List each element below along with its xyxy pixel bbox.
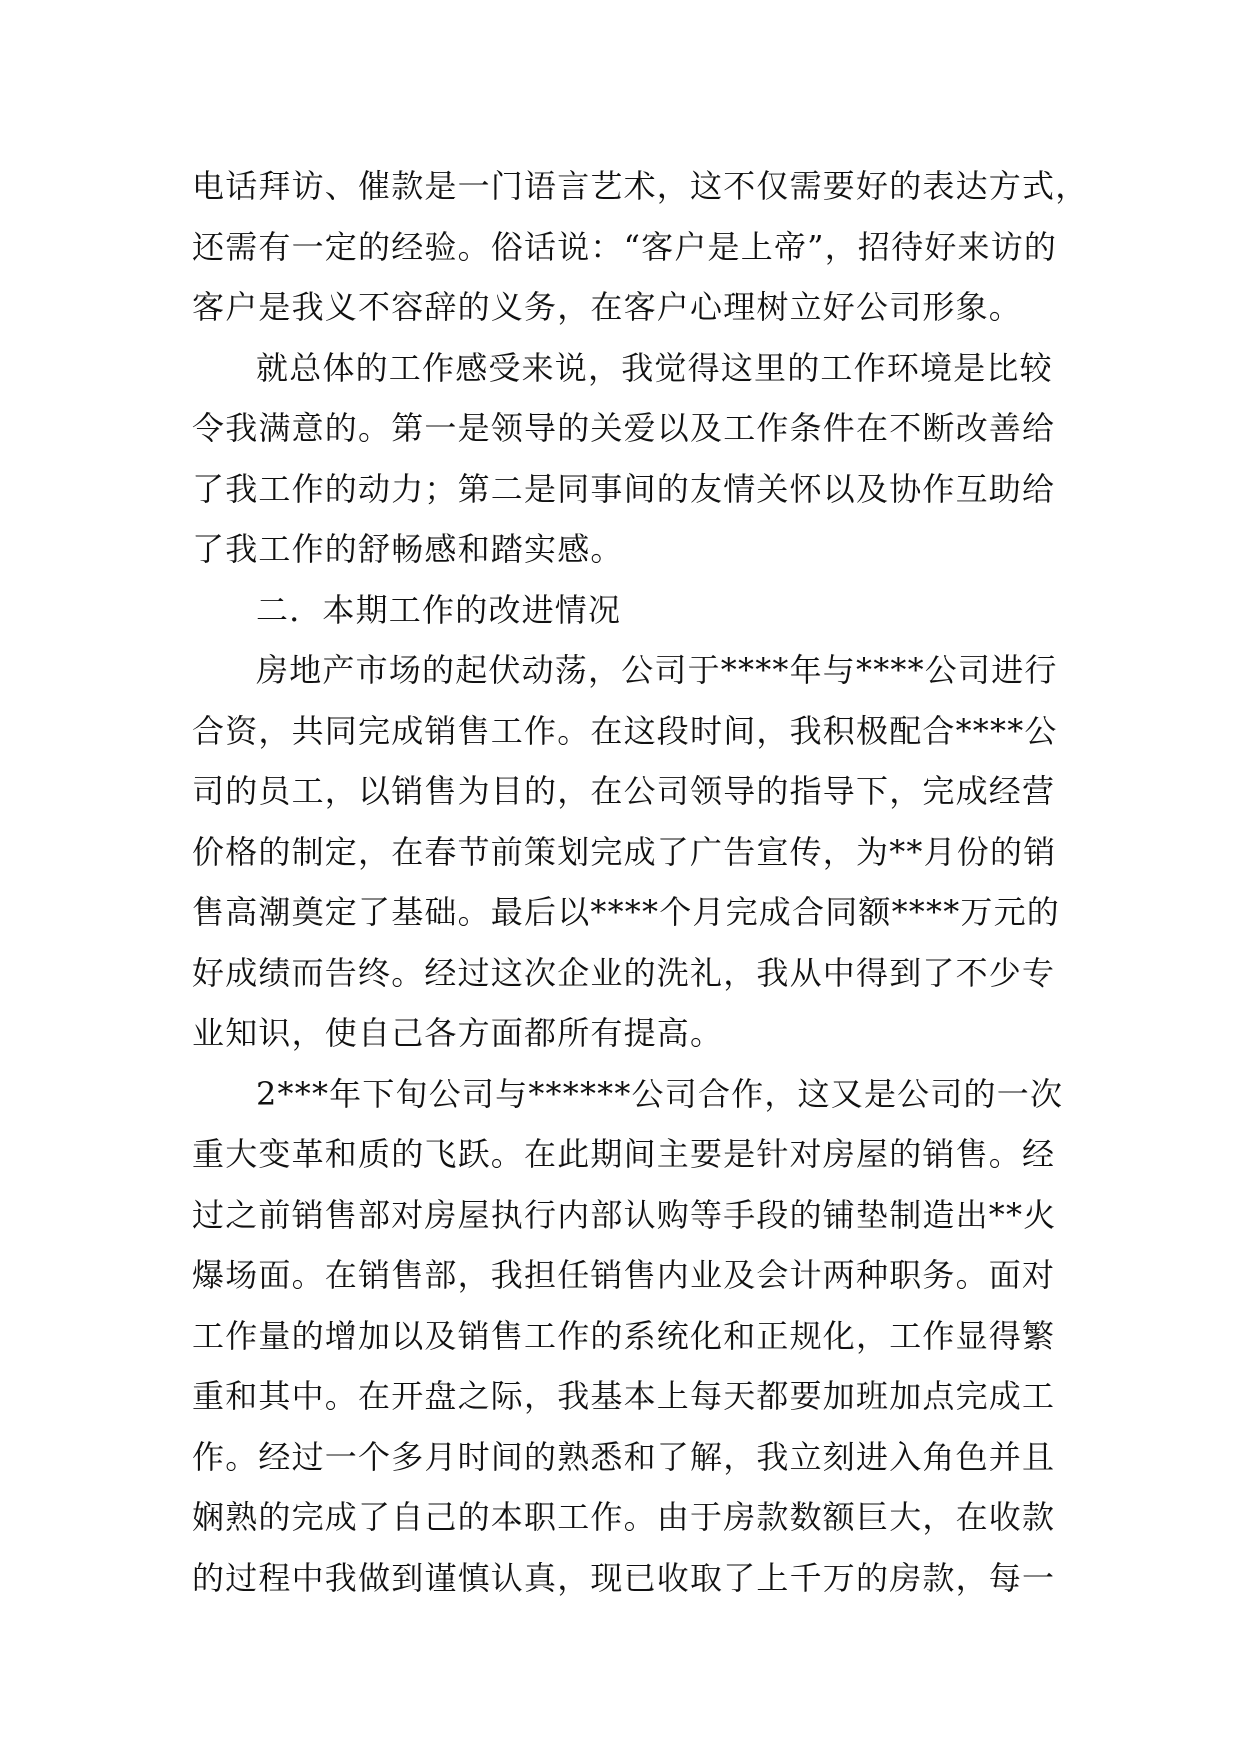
text-line: 重和其中。在开盘之际，我基本上每天都要加班加点完成工 — [192, 1377, 1056, 1415]
text-line: 了我工作的舒畅感和踏实感。 — [192, 530, 624, 568]
text-line: 过之前销售部对房屋执行内部认购等手段的铺垫制造出**火 — [192, 1195, 1057, 1234]
text-line: 还需有一定的经验。俗话说：“客户是上帝”，招待好来访的 — [192, 227, 1058, 266]
text-line: 的过程中我做到谨慎认真，现已收取了上千万的房款，每一 — [192, 1558, 1056, 1597]
text-line: 令我满意的。第一是领导的关爱以及工作条件在不断改善给 — [192, 409, 1056, 447]
paragraph-sales-cooperation — [192, 1064, 1064, 1609]
paragraph-work-feelings — [192, 338, 1056, 580]
text-line: 娴熟的完成了自己的本职工作。由于房款数额巨大，在收款 — [192, 1498, 1056, 1536]
text-line: 好成绩而告终。经过这次企业的洗礼，我从中得到了不少专 — [192, 953, 1056, 992]
text-line: 售高潮奠定了基础。最后以****个月完成合同额****万元的 — [192, 893, 1061, 931]
text-line: 作。经过一个多月时间的熟悉和了解，我立刻进入角色并且 — [192, 1437, 1056, 1476]
text-line: 价格的制定，在春节前策划完成了广告宣传，为**月份的销 — [192, 832, 1057, 871]
text-line: 爆场面。在销售部，我担任销售内业及会计两种职务。面对 — [192, 1256, 1056, 1294]
section-heading — [192, 580, 1052, 641]
text-line: 合资，共同完成销售工作。在这段时间，我积极配合****公 — [192, 711, 1058, 750]
text-line: 就总体的工作感受来说，我觉得这里的工作环境是比较 — [256, 348, 1053, 387]
text-line: 客户是我义不容辞的义务，在客户心理树立好公司形象。 — [192, 288, 1023, 326]
text-line: 重大变革和质的飞跃。在此期间主要是针对房屋的销售。经 — [192, 1135, 1056, 1173]
text-line: 房地产市场的起伏动荡，公司于****年与****公司进行 — [256, 651, 1058, 689]
text-line: 工作量的增加以及销售工作的系统化和正规化，工作显得繁 — [192, 1316, 1056, 1355]
paragraph-phone-visits — [192, 156, 1089, 338]
text-line: 司的员工，以销售为目的，在公司领导的指导下，完成经营 — [192, 772, 1056, 810]
text-line: 电话拜访、催款是一门语言艺术，这不仅需要好的表达方式， — [192, 167, 1089, 205]
text-line: 了我工作的动力；第二是同事间的友情关怀以及协作互助给 — [192, 469, 1056, 508]
section-heading-text: 二．本期工作的改进情况 — [256, 590, 622, 629]
document-body — [192, 156, 1089, 1608]
text-line: 业知识，使自己各方面都所有提高。 — [192, 1014, 724, 1052]
text-line: 2***年下旬公司与******公司合作，这又是公司的一次 — [256, 1074, 1064, 1113]
paragraph-joint-venture — [192, 640, 1061, 1064]
